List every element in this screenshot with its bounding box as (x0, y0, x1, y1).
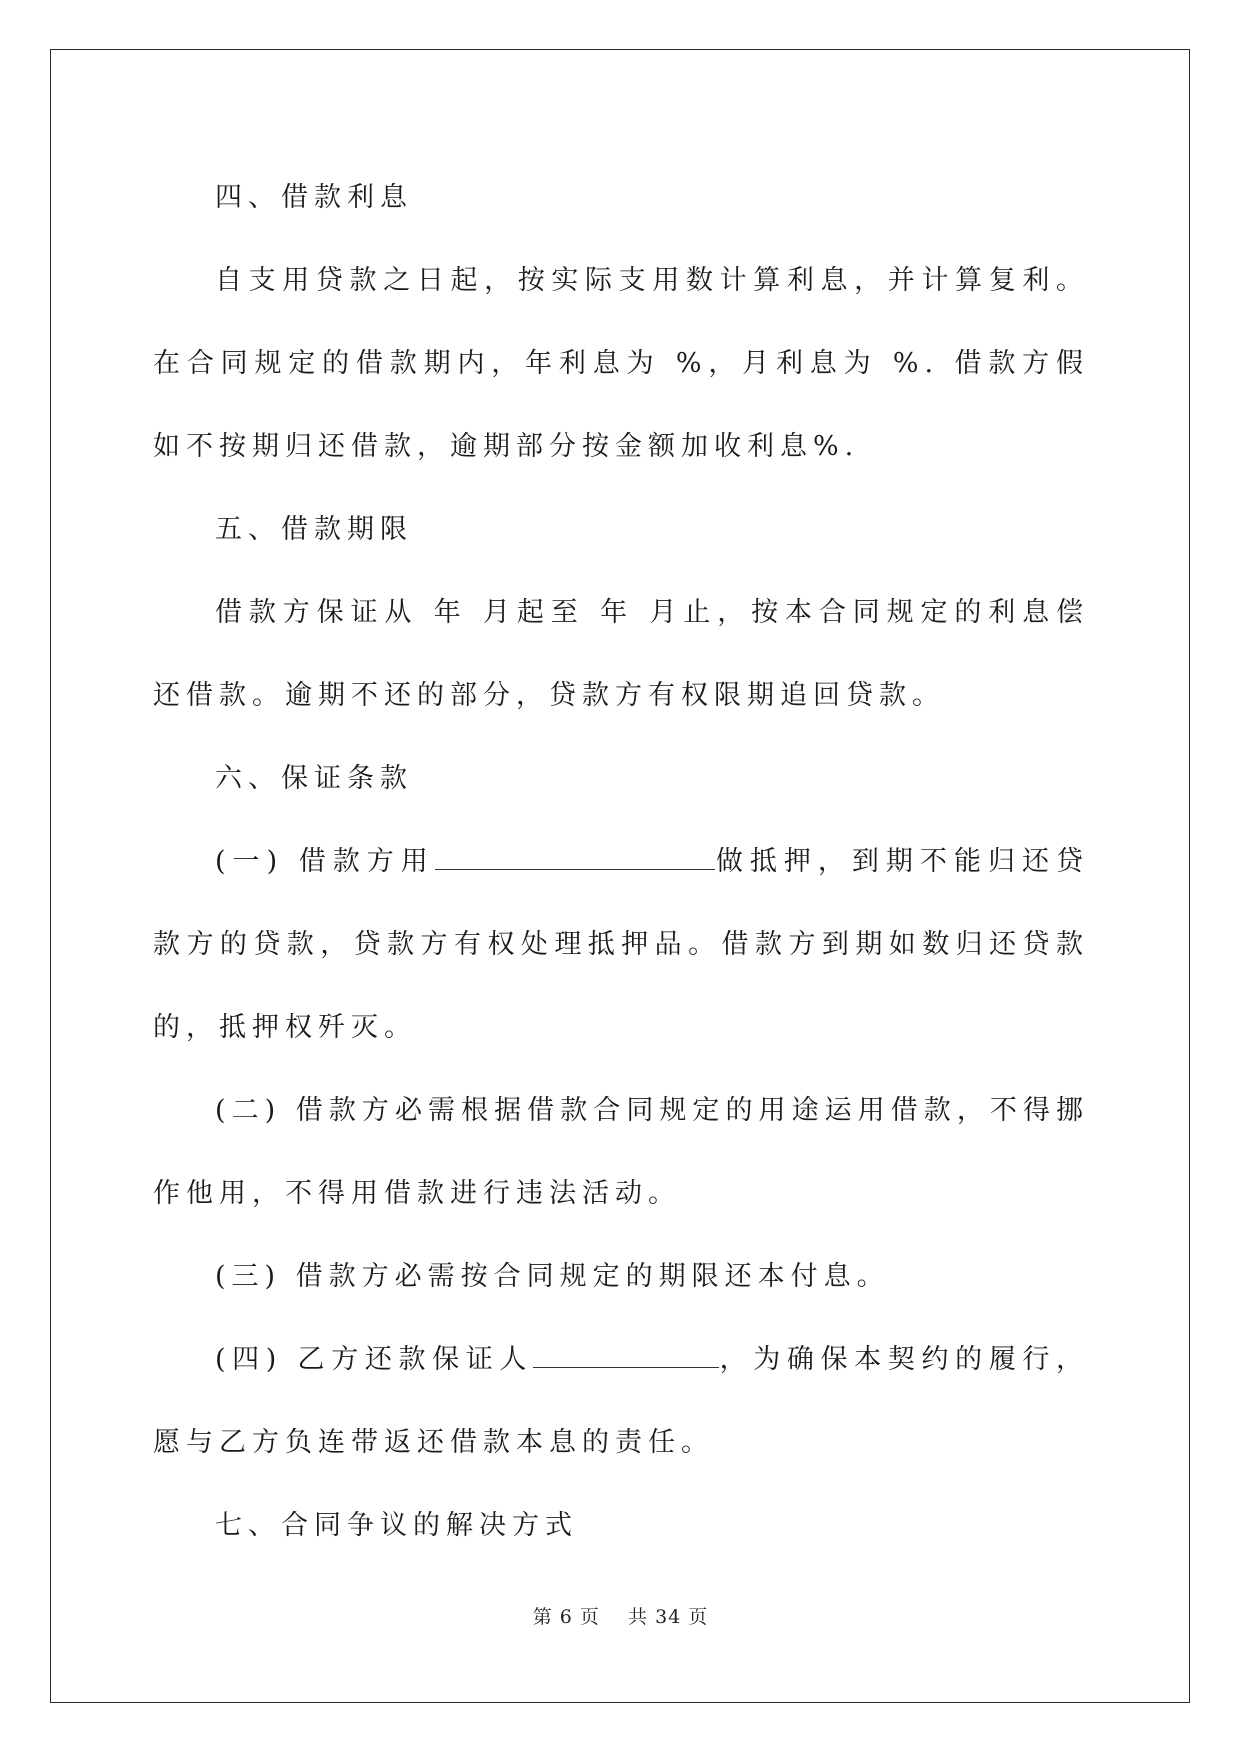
guarantee-4-trail-text: ，为确保本契约的履行，愿与乙方负连带返还借款本息的责任。 (153, 1344, 1090, 1458)
page-footer (0, 1602, 1241, 1629)
section-heading-guarantee: 六、保证条款 (215, 763, 413, 794)
page-number-label: 第 6 页 共 34 页 (532, 1606, 709, 1628)
section-heading-term: 五、借款期限 (215, 514, 413, 545)
paragraph-guarantee-4 (153, 1318, 1089, 1484)
paragraph-interest-terms: 自支用贷款之日起，按实际支用数计算利息，并计算复利。在合同规定的借款期内，年利息为 %，月利息为 %. 借款方假如不按期归还借款，逾期部分按金额加收利息%. (153, 265, 1089, 462)
guarantee-1-lead-text: (一) 借款方用 (215, 846, 435, 877)
paragraph-guarantee-1 (153, 820, 1089, 1069)
paragraph-loan-term: 借款方保证从 年 月起至 年 月止，按本合同规定的利息偿还借款。逾期不还的部分，贷款方有权限期追回贷款。 (153, 597, 1089, 711)
section-heading-interest: 四、借款利息 (215, 182, 413, 213)
paragraph-guarantee-2: (二) 借款方必需根据借款合同规定的用途运用借款，不得挪作他用，不得用借款进行违法活动。 (153, 1095, 1089, 1209)
guarantee-1-trail-text: 做抵押，到期不能归还贷款方的贷款，贷款方有权处理抵押品。借款方到期如数归还贷款的，抵押权歼灭。 (153, 846, 1090, 1043)
section-heading-dispute: 七、合同争议的解决方式 (215, 1510, 578, 1541)
guarantee-4-lead-text: (四) 乙方还款保证人 (215, 1344, 534, 1375)
document-body (153, 156, 1089, 1567)
paragraph-guarantee-3: (三) 借款方必需按合同规定的期限还本付息。 (215, 1261, 890, 1292)
guarantor-blank-field (533, 1341, 719, 1368)
collateral-blank-field (435, 843, 715, 870)
